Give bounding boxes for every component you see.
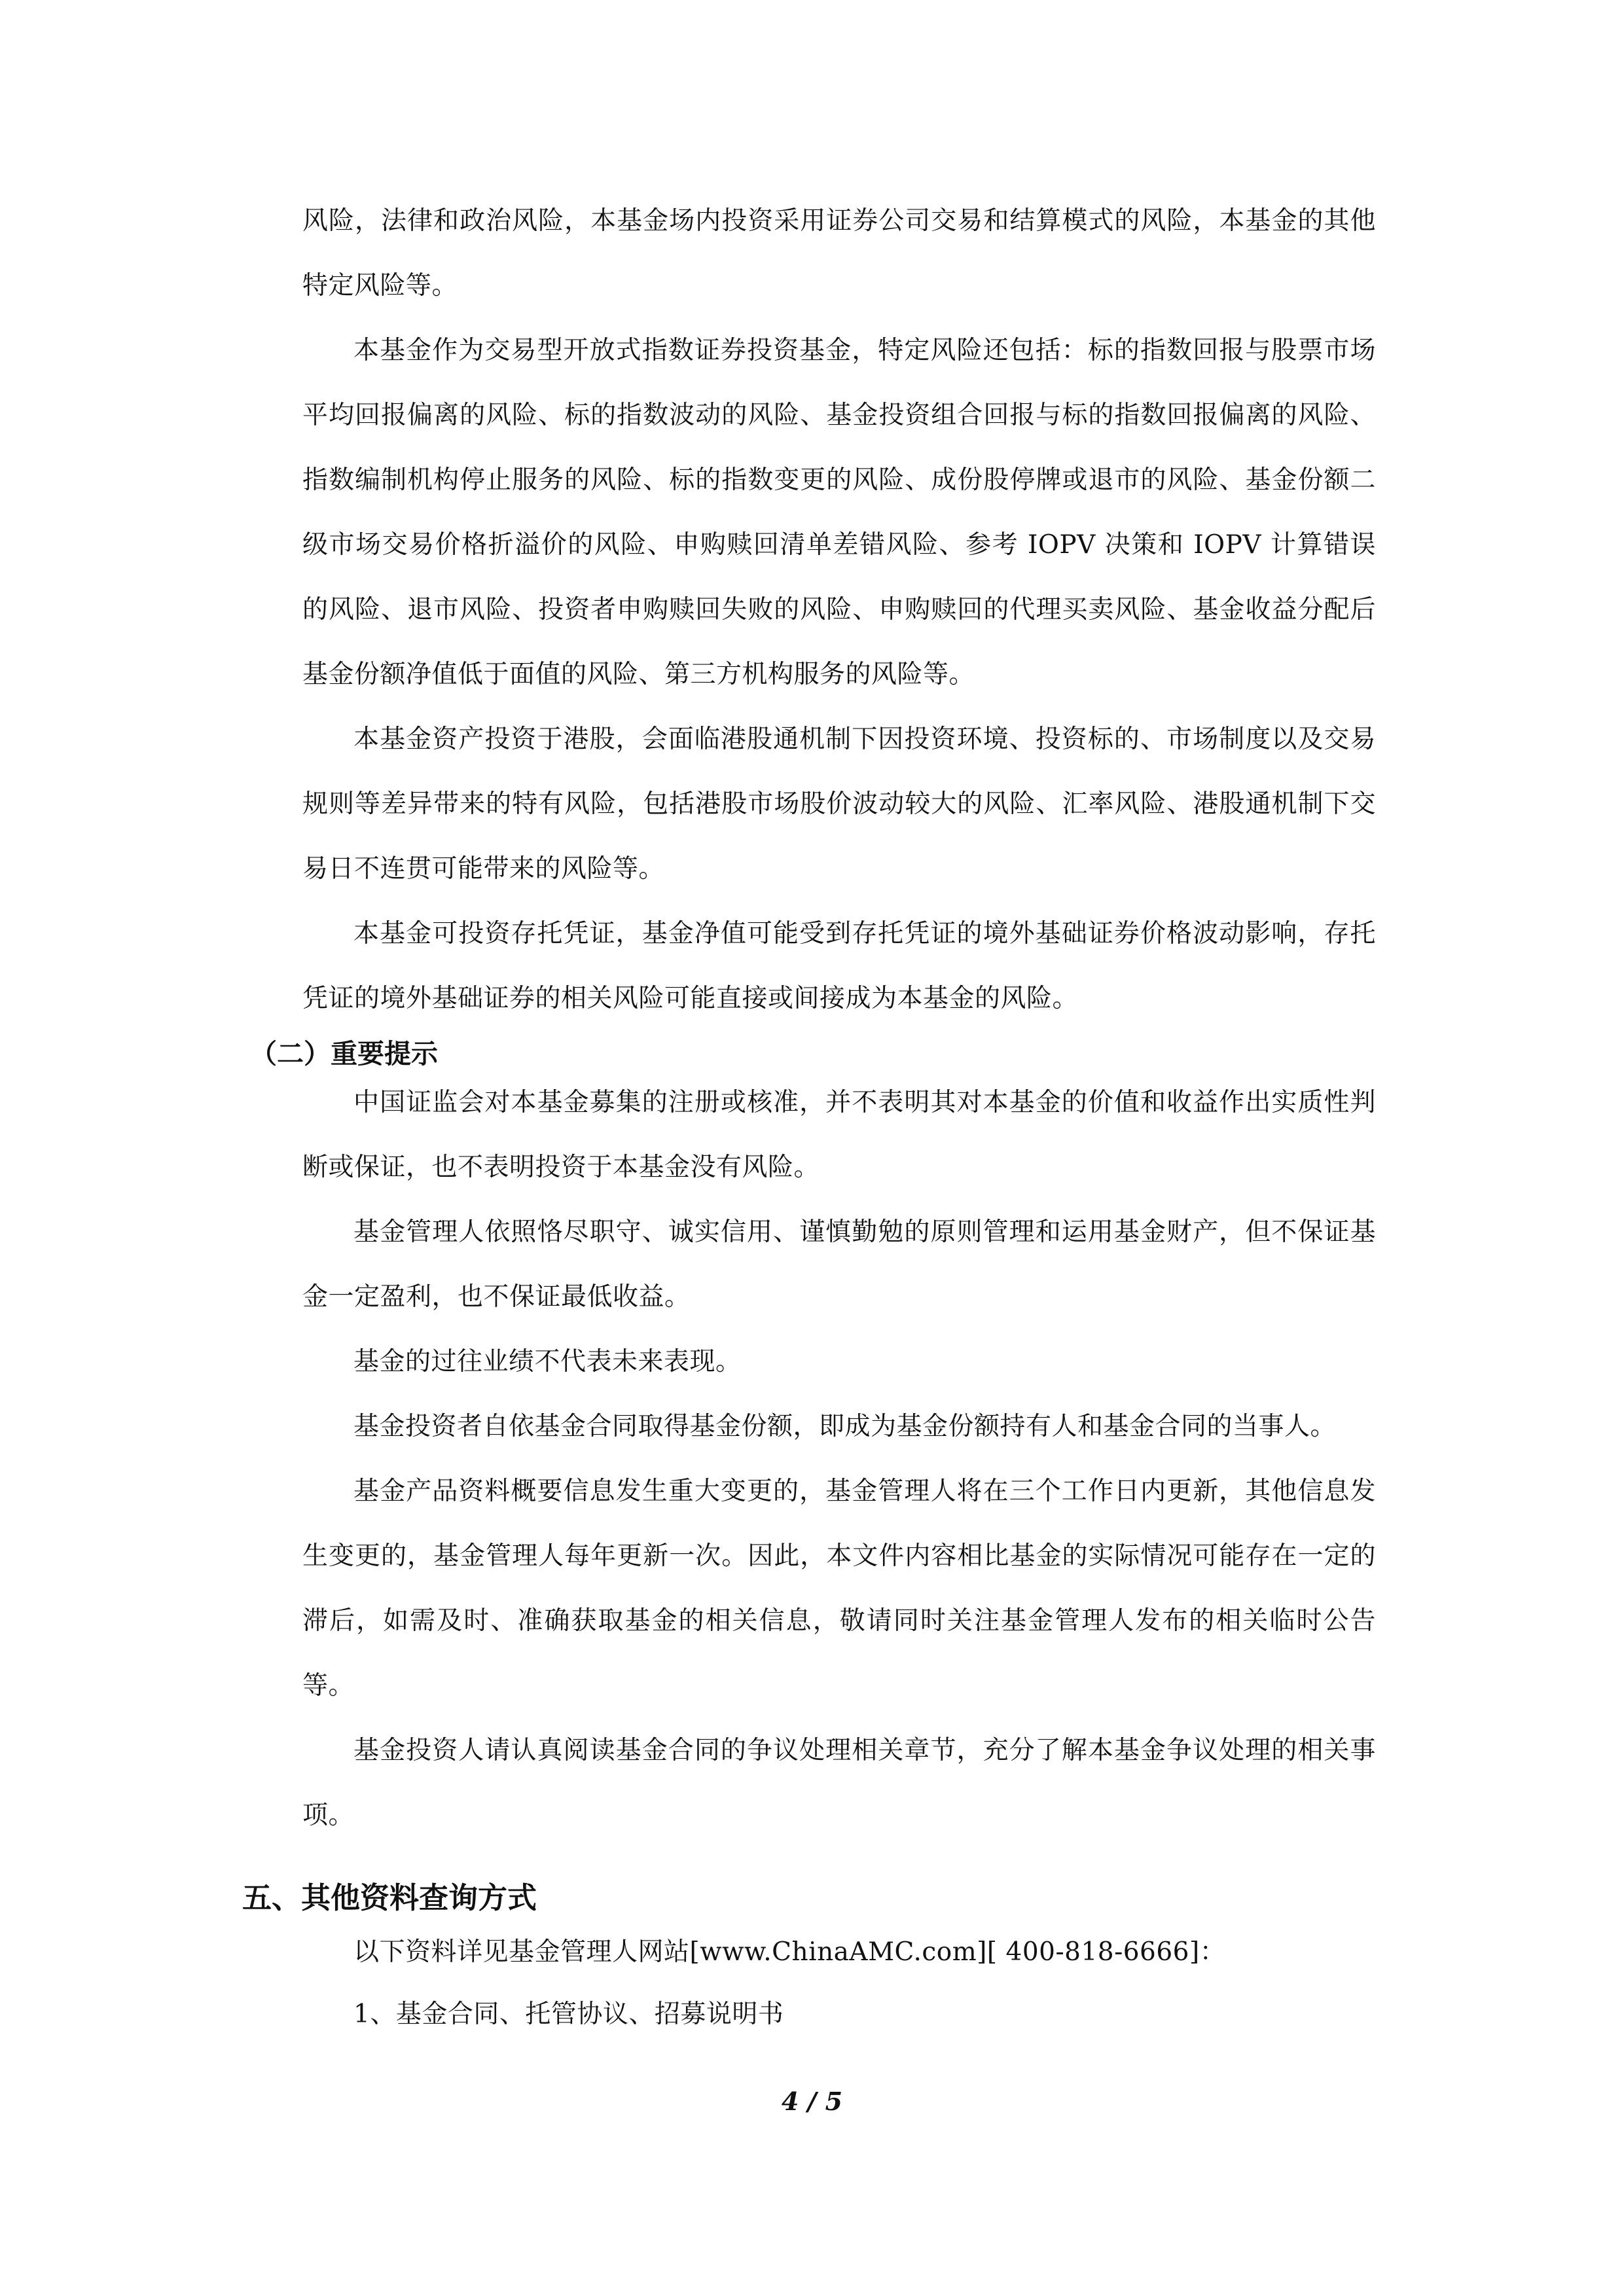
paragraph-dispute-handling: 基金投资人请认真阅读基金合同的争议处理相关章节，充分了解本基金争议处理的相关事项。 (302, 1736, 1376, 1830)
paragraph-hk-stock-risk: 本基金资产投资于港股，会面临港股通机制下因投资环境、投资标的、市场制度以及交易规则等差异带来的特有风险，包括港股市场股价波动较大的风险、汇率风险、港股通机制下交易日不连贯可能带来的风险等。 (302, 725, 1376, 884)
paragraph-csrc-notice: 中国证监会对本基金募集的注册或核准，并不表明其对本基金的价值和收益作出实质性判断或保证，也不表明投资于本基金没有风险。 (302, 1088, 1376, 1182)
paragraph-past-performance: 基金的过往业绩不代表未来表现。 (353, 1347, 742, 1376)
paragraph-update-policy: 基金产品资料概要信息发生重大变更的，基金管理人将在三个工作日内更新，其他信息发生变更的，基金管理人每年更新一次。因此，本文件内容相比基金的实际情况可能存在一定的滞后，如需及时、准确获取基金的相关信息，敬请同时关注基金管理人发布的相关临时公告等。 (302, 1477, 1376, 1700)
page-content (242, 188, 1376, 2045)
list-item-contract-documents: 1、基金合同、托管协议、招募说明书 (353, 2000, 784, 2029)
paragraph-holder-status: 基金投资者自依基金合同取得基金份额，即成为基金份额持有人和基金合同的当事人。 (353, 1412, 1337, 1441)
paragraph-depositary-receipt-risk: 本基金可投资存托凭证，基金净值可能受到存托凭证的境外基础证券价格波动影响，存托凭证的境外基础证券的相关风险可能直接或间接成为本基金的风险。 (302, 919, 1376, 1013)
paragraph-manager-duty: 基金管理人依照恪尽职守、诚实信用、谨慎勤勉的原则管理和运用基金财产，但不保证基金一定盈利，也不保证最低收益。 (302, 1217, 1376, 1312)
section-title-other-info: 五、其他资料查询方式 (242, 1880, 537, 1915)
page-number: 4 / 5 (781, 2087, 843, 2116)
paragraph-risk-continued: 风险，法律和政治风险，本基金场内投资采用证券公司交易和结算模式的风险，本基金的其他特定风险等。 (302, 206, 1376, 300)
paragraph-etf-specific-risk: 本基金作为交易型开放式指数证券投资基金，特定风险还包括：标的指数回报与股票市场平均回报偏离的风险、标的指数波动的风险、基金投资组合回报与标的指数回报偏离的风险、指数编制机构停止服务的风险、标的指数变更的风险、成份股停牌或退市的风险、基金份额二级市场交易价格折溢价的风险、申购赎回清单差错风险、参考 IOPV 决策和 IOPV 计算错误的风险、退市风险、投资者申购赎回失败的风险、申购赎回的代理买卖风险、基金收益分配后基金份额净值低于面值的风险、第三方机构服务的风险等。 (302, 336, 1376, 689)
section-intro-website: 以下资料详见基金管理人网站[www.ChinaAMC.com][ 400-818-6666]： (353, 1937, 1226, 1967)
subsection-title-important-notice: （二）重要提示 (250, 1038, 438, 1069)
